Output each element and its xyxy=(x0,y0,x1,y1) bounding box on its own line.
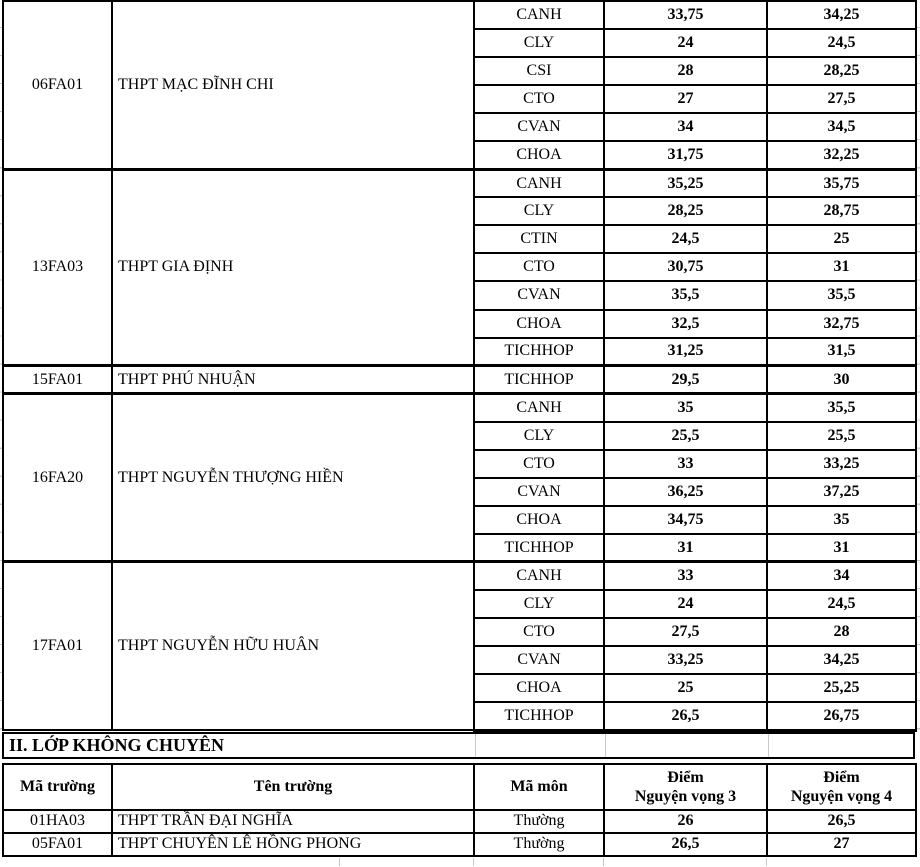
subject-code-cell: CLY xyxy=(474,197,604,225)
score-nv3-cell: 35 xyxy=(604,394,767,422)
column-header-row xyxy=(3,764,916,810)
score-nv4-cell: 35,5 xyxy=(767,281,916,309)
gridline-stub xyxy=(473,858,474,866)
header-score-nv3 xyxy=(604,764,767,810)
school-name-cell: THPT NGUYỄN HỮU HUÂN xyxy=(112,562,474,730)
subject-code-cell: CANH xyxy=(474,394,604,422)
score-nv4-cell: 32,75 xyxy=(767,310,916,338)
score-nv3-cell: 24 xyxy=(604,590,767,618)
section2-table-body xyxy=(3,764,916,856)
score-nv4-cell: 34,5 xyxy=(767,113,916,141)
score-nv3-cell: 28 xyxy=(604,57,767,85)
section2-title-text: II. LỚP KHÔNG CHUYÊN xyxy=(9,734,225,755)
subject-code-cell: CANH xyxy=(474,562,604,590)
score-nv4-cell: 31,5 xyxy=(767,338,916,366)
school-code-cell: 17FA01 xyxy=(3,562,112,730)
score-nv3-cell: 35,25 xyxy=(604,169,767,197)
subject-score-row xyxy=(3,366,916,394)
score-nv3-cell: 31 xyxy=(604,534,767,562)
score-nv3-cell: 33,75 xyxy=(604,1,767,29)
bottom-gridline-artifacts xyxy=(0,858,920,867)
score-nv3-cell: 34,75 xyxy=(604,506,767,534)
score-nv3-cell: 34 xyxy=(604,113,767,141)
subject-code-cell: Thường xyxy=(474,833,604,856)
score-nv4-cell: 31 xyxy=(767,534,916,562)
score-nv3-cell: 26 xyxy=(604,810,767,833)
score-nv4-cell: 31 xyxy=(767,253,916,281)
score-nv4-cell: 37,25 xyxy=(767,478,916,506)
school-score-row xyxy=(3,833,916,856)
score-nv3-cell: 25,5 xyxy=(604,422,767,450)
subject-code-cell: CSI xyxy=(474,57,604,85)
school-name-cell: THPT CHUYÊN LÊ HỒNG PHONG xyxy=(112,833,474,856)
subject-code-cell: Thường xyxy=(474,810,604,833)
score-nv3-cell: 33,25 xyxy=(604,646,767,674)
header-subject-code: Mã môn xyxy=(474,764,604,810)
subject-code-cell: CVAN xyxy=(474,646,604,674)
score-nv4-cell: 25,5 xyxy=(767,422,916,450)
score-nv4-cell: 32,25 xyxy=(767,141,916,169)
ghost-gridline xyxy=(475,734,476,757)
subject-code-cell: TICHHOP xyxy=(474,338,604,366)
ghost-gridline xyxy=(768,734,769,757)
score-nv4-cell: 35,5 xyxy=(767,394,916,422)
section1-table-body xyxy=(3,1,916,730)
school-score-row xyxy=(3,810,916,833)
score-nv3-cell: 36,25 xyxy=(604,478,767,506)
score-nv4-cell: 28,75 xyxy=(767,197,916,225)
section1-scores-table xyxy=(2,0,917,732)
score-nv4-cell: 24,5 xyxy=(767,590,916,618)
score-nv3-cell: 33 xyxy=(604,562,767,590)
score-nv4-cell: 34,25 xyxy=(767,1,916,29)
subject-score-row xyxy=(3,394,916,422)
score-nv3-cell: 35,5 xyxy=(604,281,767,309)
school-name-cell: THPT TRẦN ĐẠI NGHĨA xyxy=(112,810,474,833)
score-nv4-cell: 28 xyxy=(767,618,916,646)
header-score-nv3-line1: Điểm xyxy=(667,768,704,786)
score-nv4-cell: 33,25 xyxy=(767,450,916,478)
subject-code-cell: TICHHOP xyxy=(474,534,604,562)
score-nv4-cell: 25,25 xyxy=(767,674,916,702)
school-name-cell: THPT PHÚ NHUẬN xyxy=(112,366,474,394)
school-name-cell: THPT GIA ĐỊNH xyxy=(112,169,474,365)
subject-score-row xyxy=(3,1,916,29)
subject-code-cell: CLY xyxy=(474,29,604,57)
subject-code-cell: CVAN xyxy=(474,478,604,506)
score-nv3-cell: 27 xyxy=(604,85,767,113)
subject-code-cell: CHOA xyxy=(474,310,604,338)
gridline-stub xyxy=(603,858,604,866)
header-score-nv3-line2: Nguyện vọng 3 xyxy=(634,787,737,805)
school-code-cell: 05FA01 xyxy=(3,833,112,856)
header-school-name: Tên trường xyxy=(112,764,474,810)
subject-code-cell: CHOA xyxy=(474,674,604,702)
subject-score-row xyxy=(3,562,916,590)
table-content xyxy=(2,0,915,857)
score-nv3-cell: 24 xyxy=(604,29,767,57)
subject-code-cell: TICHHOP xyxy=(474,366,604,394)
subject-score-row xyxy=(3,169,916,197)
score-nv3-cell: 28,25 xyxy=(604,197,767,225)
subject-code-cell: CLY xyxy=(474,422,604,450)
ghost-gridline xyxy=(605,734,606,757)
score-nv4-cell: 25 xyxy=(767,225,916,253)
score-nv4-cell: 27 xyxy=(767,833,916,856)
subject-code-cell: CHOA xyxy=(474,506,604,534)
score-nv4-cell: 35,75 xyxy=(767,169,916,197)
score-nv4-cell: 34,25 xyxy=(767,646,916,674)
subject-code-cell: CLY xyxy=(474,590,604,618)
school-name-cell: THPT NGUYỄN THƯỢNG HIỀN xyxy=(112,394,474,562)
score-nv3-cell: 24,5 xyxy=(604,225,767,253)
gridline-stub xyxy=(339,858,340,866)
header-score-nv4 xyxy=(767,764,916,810)
section2-scores-table xyxy=(2,763,917,857)
subject-code-cell: CANH xyxy=(474,1,604,29)
subject-code-cell: CTIN xyxy=(474,225,604,253)
score-nv3-cell: 30,75 xyxy=(604,253,767,281)
subject-code-cell: CANH xyxy=(474,169,604,197)
school-code-cell: 16FA20 xyxy=(3,394,112,562)
score-nv3-cell: 29,5 xyxy=(604,366,767,394)
score-nv4-cell: 26,5 xyxy=(767,810,916,833)
subject-code-cell: CTO xyxy=(474,253,604,281)
header-score-nv4-line2: Nguyện vọng 4 xyxy=(790,787,893,805)
header-score-nv4-line1: Điểm xyxy=(823,768,860,786)
score-nv3-cell: 25 xyxy=(604,674,767,702)
score-nv4-cell: 26,75 xyxy=(767,702,916,730)
subject-code-cell: CHOA xyxy=(474,141,604,169)
school-code-cell: 13FA03 xyxy=(3,169,112,365)
school-code-cell: 06FA01 xyxy=(3,1,112,169)
subject-code-cell: CVAN xyxy=(474,113,604,141)
score-nv4-cell: 30 xyxy=(767,366,916,394)
score-nv3-cell: 26,5 xyxy=(604,702,767,730)
score-nv4-cell: 24,5 xyxy=(767,29,916,57)
subject-code-cell: CTO xyxy=(474,85,604,113)
subject-code-cell: CTO xyxy=(474,450,604,478)
subject-code-cell: CVAN xyxy=(474,281,604,309)
score-nv3-cell: 32,5 xyxy=(604,310,767,338)
school-code-cell: 15FA01 xyxy=(3,366,112,394)
subject-code-cell: TICHHOP xyxy=(474,702,604,730)
header-school-code: Mã trường xyxy=(3,764,112,810)
school-name-cell: THPT MẠC ĐĨNH CHI xyxy=(112,1,474,169)
score-nv3-cell: 33 xyxy=(604,450,767,478)
gridline-stub xyxy=(766,858,767,866)
subject-code-cell: CTO xyxy=(474,618,604,646)
score-nv3-cell: 27,5 xyxy=(604,618,767,646)
section2-title xyxy=(2,732,915,759)
score-nv4-cell: 35 xyxy=(767,506,916,534)
score-nv4-cell: 27,5 xyxy=(767,85,916,113)
score-nv3-cell: 31,75 xyxy=(604,141,767,169)
score-nv4-cell: 34 xyxy=(767,562,916,590)
score-nv4-cell: 28,25 xyxy=(767,57,916,85)
score-nv3-cell: 26,5 xyxy=(604,833,767,856)
school-code-cell: 01HA03 xyxy=(3,810,112,833)
score-nv3-cell: 31,25 xyxy=(604,338,767,366)
